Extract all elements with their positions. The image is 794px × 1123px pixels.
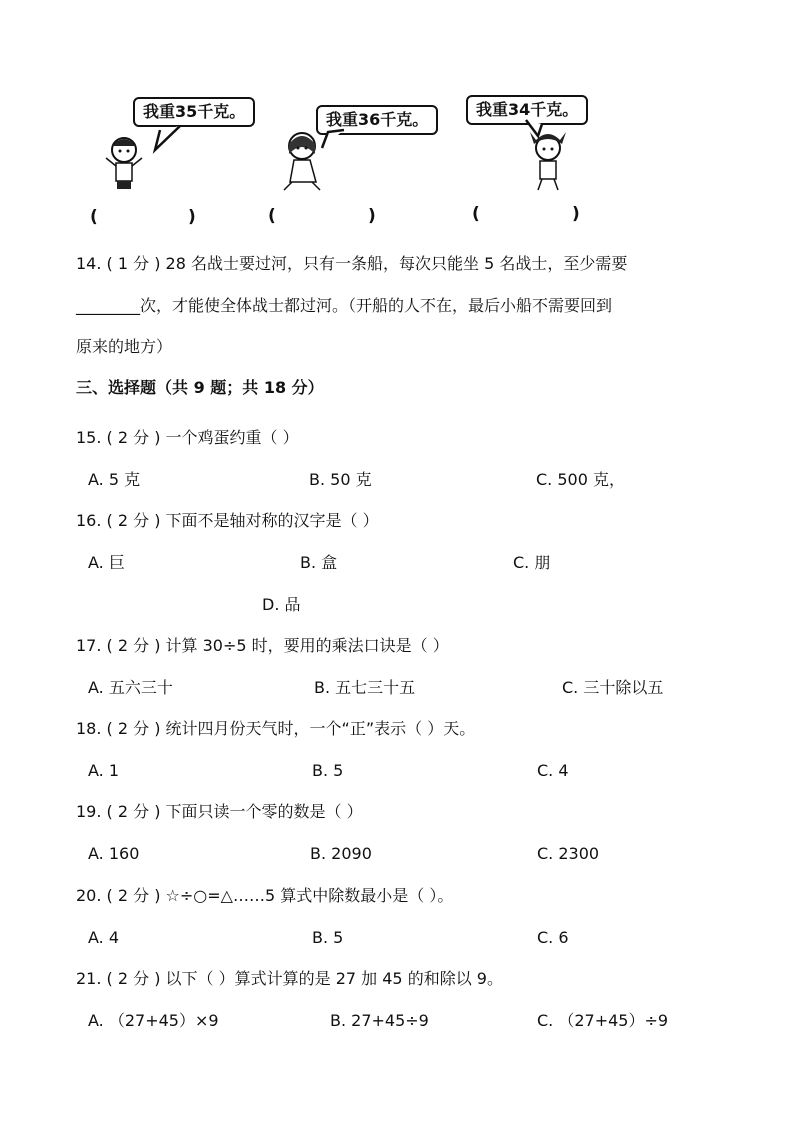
question-17-stem: 17. ( 2 分 ) 计算 30÷5 时，要用的乘法口诀是（ ） — [76, 636, 449, 655]
q16-option-b: B. 盒 — [300, 553, 338, 572]
question-20-stem: 20. ( 2 分 ) ☆÷○=△……5 算式中除数最小是（ ）。 — [76, 886, 454, 905]
child-figure-1 — [100, 118, 190, 198]
q18-option-c: C. 4 — [537, 761, 569, 780]
q19-option-c: C. 2300 — [537, 844, 600, 863]
question-16-stem: 16. ( 2 分 ) 下面不是轴对称的汉字是（ ） — [76, 511, 379, 530]
q21-option-b: B. 27+45÷9 — [330, 1011, 429, 1030]
answer-close-paren-2: ) — [368, 206, 376, 226]
answer-open-paren-2: ( — [268, 206, 276, 226]
section-3-title: 三、选择题（共 9 题；共 18 分） — [76, 378, 324, 397]
question-18-stem: 18. ( 2 分 ) 统计四月份天气时，一个“正”表示（ ）天。 — [76, 719, 476, 738]
q18-option-a: A. 1 — [88, 761, 120, 780]
answer-close-paren-1: ) — [188, 207, 196, 227]
question-19-stem: 19. ( 2 分 ) 下面只读一个零的数是（ ） — [76, 802, 363, 821]
q16-option-c: C. 朋 — [513, 553, 551, 572]
q16-option-d: D. 品 — [262, 595, 301, 614]
q17-option-c: C. 三十除以五 — [562, 678, 664, 697]
child-figure-2 — [280, 126, 370, 198]
q20-option-b: B. 5 — [312, 928, 344, 947]
answer-open-paren-1: ( — [90, 207, 98, 227]
q17-option-a: A. 五六三十 — [88, 678, 173, 697]
q14-line-1: 14. ( 1 分 ) 28 名战士要过河，只有一条船，每次只能坐 5 名战士，至少需要 — [76, 254, 628, 273]
q18-option-b: B. 5 — [312, 761, 344, 780]
q21-option-a: A. （27+45）×9 — [88, 1011, 219, 1030]
q14-line-2: ________次，才能使全体战士都过河。（开船的人不在，最后小船不需要回到 — [76, 296, 613, 315]
question-15-stem: 15. ( 2 分 ) 一个鸡蛋约重（ ） — [76, 428, 299, 447]
q15-option-a: A. 5 克 — [88, 470, 141, 489]
q19-option-a: A. 160 — [88, 844, 140, 863]
question-21-stem: 21. ( 2 分 ) 以下（ ）算式计算的是 27 加 45 的和除以 9。 — [76, 969, 503, 988]
q20-option-c: C. 6 — [537, 928, 569, 947]
speech-bubble-2: 我重36千克。 — [316, 105, 438, 135]
answer-close-paren-3: ) — [572, 204, 580, 224]
answer-open-paren-3: ( — [472, 204, 480, 224]
q14-line-3: 原来的地方） — [76, 337, 173, 356]
q21-option-c: C. （27+45）÷9 — [537, 1011, 669, 1030]
q20-option-a: A. 4 — [88, 928, 120, 947]
speech-bubble-1: 我重35千克。 — [133, 97, 255, 127]
q15-option-b: B. 50 克 — [309, 470, 372, 489]
q19-option-b: B. 2090 — [310, 844, 372, 863]
q15-option-c: C. 500 克， — [536, 470, 625, 489]
child-figure-3 — [520, 118, 590, 198]
q16-option-a: A. 巨 — [88, 553, 125, 572]
q17-option-b: B. 五七三十五 — [314, 678, 416, 697]
speech-bubble-3: 我重34千克。 — [466, 95, 588, 125]
